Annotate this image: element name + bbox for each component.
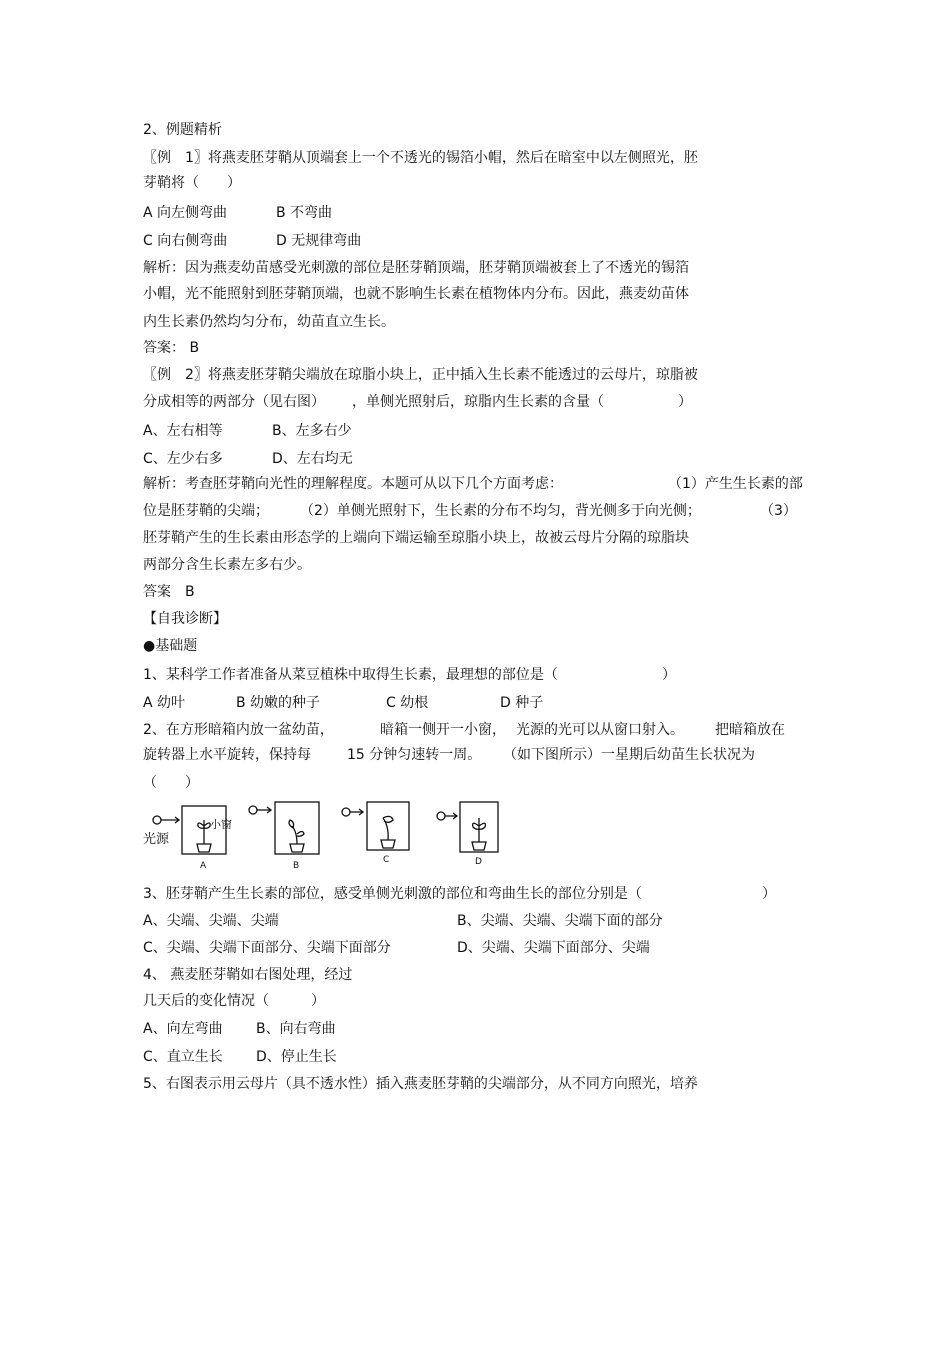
question-1: 1、某科学工作者准备从菜豆植株中取得生长素，最理想的部位是（ <box>143 667 558 683</box>
question-2-figure <box>143 796 503 874</box>
example-1-option-b: B 不弯曲 <box>276 205 333 221</box>
question-2-c: 光源的光可以从窗口射入。 <box>516 722 684 738</box>
example-2-question-cont: 分成相等的两部分（见右图） <box>143 394 325 410</box>
example-2-option-b: B、左多右少 <box>272 423 352 439</box>
question-2: 2、在方形暗箱内放一盆幼苗， <box>143 722 334 738</box>
example-2-answer: 答案 B <box>143 584 195 600</box>
figure-panel-d <box>437 802 498 867</box>
question-4-option-a: A、向左弯曲 <box>143 1021 223 1037</box>
light-source-icon-b <box>249 806 257 814</box>
question-4: 4、 燕麦胚芽鞘如右图处理，经过 <box>143 967 353 983</box>
example-1-analysis-end: 内生长素仍然均匀分布，幼苗直立生长。 <box>143 314 395 330</box>
example-2-question-bracket: ） <box>678 394 692 410</box>
example-1-option-a: A 向左侧弯曲 <box>143 205 228 221</box>
question-3-option-a: A、尖端、尖端、尖端 <box>143 913 279 929</box>
example-2-analysis-cont-b: （2）单侧光照射下，生长素的分布不均匀，背光侧多于向光侧； <box>300 503 701 519</box>
panel-label-b: B <box>293 861 300 871</box>
light-source-icon-c <box>342 808 350 816</box>
example-2-option-d: D、左右均无 <box>272 451 353 467</box>
example-1-analysis: 解析：因为燕麦幼苗感受光刺激的部位是胚芽鞘顶端，胚芽鞘顶端被套上了不透光的锡箔 <box>143 260 689 276</box>
question-2-b: 暗箱一侧开一小窗， <box>380 722 506 738</box>
basic-questions-heading: ●基础题 <box>143 638 198 654</box>
example-1-option-d: D 无规律弯曲 <box>276 233 362 249</box>
example-1-option-c: C 向右侧弯曲 <box>143 233 228 249</box>
example-2-analysis-cont-2: 胚芽鞘产生的生长素由形态学的上端向下端运输至琼脂小块上，故被云母片分隔的琼脂块 <box>143 530 689 546</box>
panel-label-d: D <box>475 857 482 867</box>
panel-label-c: C <box>383 855 390 865</box>
example-2-analysis-end: 两部分含生长素左多右少。 <box>143 557 311 573</box>
question-3: 3、胚芽鞘产生生长素的部位，感受单侧光刺激的部位和弯曲生长的部位分别是（ <box>143 886 642 902</box>
example-2-question-cont-b: ，单侧光照射后，琼脂内生长素的含量（ <box>352 394 604 410</box>
example-2-analysis-cont-c: （3） <box>760 503 797 519</box>
question-1-option-d: D 种子 <box>500 695 544 711</box>
question-4-option-c: C、直立生长 <box>143 1049 223 1065</box>
question-3-bracket: ） <box>762 886 776 902</box>
question-2-bracket: （ ） <box>143 775 199 791</box>
example-1-analysis-cont: 小帽，光不能照射到胚芽鞘顶端，也就不影响生长素在植物体内分布。因此，燕麦幼苗体 <box>143 286 689 302</box>
self-diagnosis-heading: 【自我诊断】 <box>143 611 227 627</box>
example-2-analysis-cont: 位是胚芽鞘的尖端； <box>143 503 269 519</box>
example-1-answer: 答案： B <box>143 340 200 356</box>
example-2-question: 〖例 2〗将燕麦胚芽鞘尖端放在琼脂小块上，正中插入生长素不能透过的云母片，琼脂被 <box>143 367 698 383</box>
light-source-icon-a <box>153 816 161 824</box>
light-source-icon-d <box>437 812 445 820</box>
panel-label-a: A <box>200 861 207 871</box>
question-4-cont: 几天后的变化情况（ ） <box>143 993 325 1009</box>
example-1-question: 〖例 1〗将燕麦胚芽鞘从顶端套上一个不透光的锡箔小帽，然后在暗室中以左侧照光，胚 <box>143 150 698 166</box>
dark-box-b <box>275 802 319 854</box>
example-2-option-a: A、左右相等 <box>143 423 223 439</box>
question-1-bracket: ） <box>662 667 676 683</box>
question-3-option-c: C、尖端、尖端下面部分、尖端下面部分 <box>143 940 391 956</box>
question-1-option-b: B 幼嫩的种子 <box>236 695 321 711</box>
question-2-cont-c: （如下图所示）一星期后幼苗生长状况为 <box>503 747 755 763</box>
question-1-option-c: C 幼根 <box>386 695 429 711</box>
example-2-analysis: 解析：考查胚芽鞘向光性的理解程度。本题可从以下几个方面考虑： <box>143 476 563 492</box>
question-3-option-d: D、尖端、尖端下面部分、尖端 <box>457 940 650 956</box>
question-4-option-d: D、停止生长 <box>256 1049 337 1065</box>
example-1-question-cont: 芽鞘将（ ） <box>143 175 241 191</box>
figure-panel-c <box>342 802 409 865</box>
question-3-option-b: B、尖端、尖端、尖端下面的部分 <box>457 913 663 929</box>
question-4-option-b: B、向右弯曲 <box>256 1021 336 1037</box>
section-heading: 2、例题精析 <box>143 122 222 138</box>
figure-panel-b <box>249 802 319 871</box>
figure-panel-a <box>143 806 232 871</box>
window-label: 小窗 <box>210 818 232 831</box>
question-5: 5、右图表示用云母片（具不透水性）插入燕麦胚芽鞘的尖端部分，从不同方向照光，培养 <box>143 1076 698 1092</box>
example-2-analysis-b: （1）产生生长素的部 <box>668 476 803 492</box>
light-source-label: 光源 <box>143 832 170 847</box>
question-2-d: 把暗箱放在 <box>715 722 785 738</box>
dark-box-c <box>367 802 409 850</box>
question-1-option-a: A 幼叶 <box>143 695 186 711</box>
question-2-cont-b: 15 分钟匀速转一周。 <box>347 747 482 763</box>
question-2-cont: 旋转器上水平旋转，保持每 <box>143 747 311 763</box>
example-2-option-c: C、左少右多 <box>143 451 223 467</box>
